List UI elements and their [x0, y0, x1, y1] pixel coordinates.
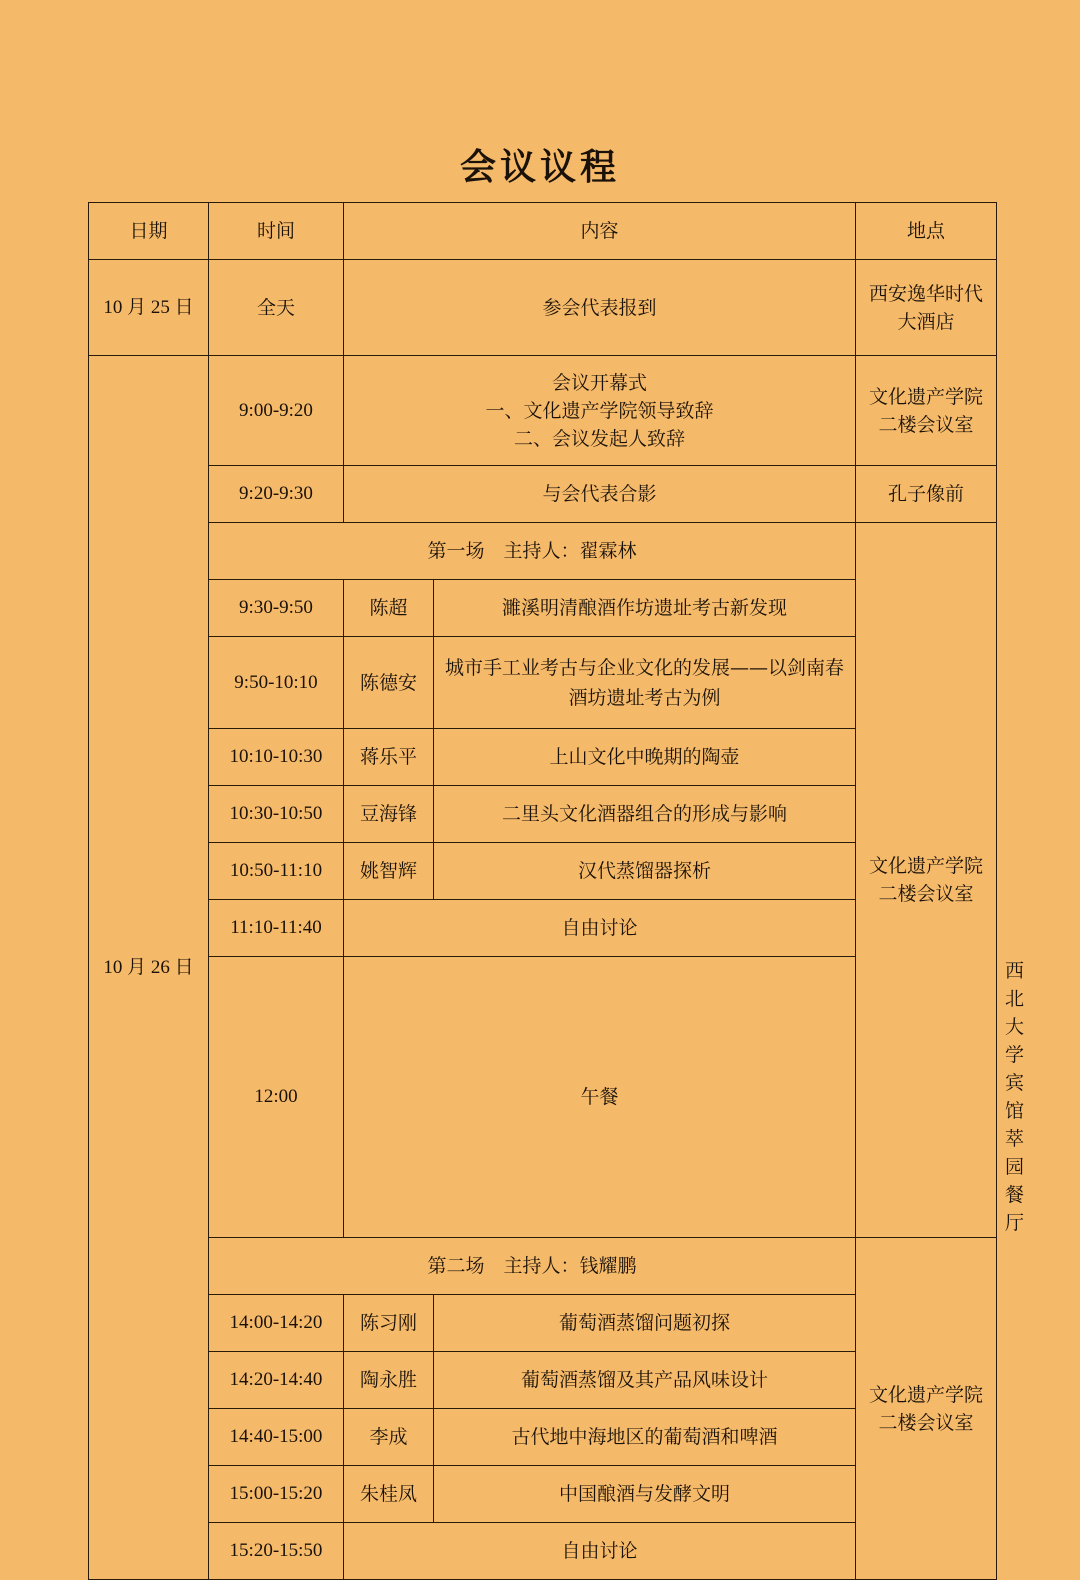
topic-cell: 濉溪明清酿酒作坊遗址考古新发现: [434, 580, 856, 637]
time-cell: 14:20-14:40: [209, 1352, 344, 1409]
header-row: [89, 203, 997, 260]
time-cell: 全天: [209, 260, 344, 356]
content-cell: 自由讨论: [344, 900, 856, 957]
topic-cell: 中国酿酒与发酵文明: [434, 1466, 856, 1523]
time-cell: 9:20-9:30: [209, 466, 344, 523]
topic-cell: 古代地中海地区的葡萄酒和啤酒: [434, 1409, 856, 1466]
content-cell: 与会代表合影: [344, 466, 856, 523]
speaker-cell: 蒋乐平: [344, 729, 434, 786]
time-cell: 11:10-11:40: [209, 900, 344, 957]
topic-cell: 葡萄酒蒸馏问题初探: [434, 1295, 856, 1352]
time-cell: 10:30-10:50: [209, 786, 344, 843]
topic-cell: 葡萄酒蒸馏及其产品风味设计: [434, 1352, 856, 1409]
time-cell: 10:10-10:30: [209, 729, 344, 786]
speaker-cell: 陈德安: [344, 637, 434, 729]
header-time: 时间: [209, 203, 344, 260]
topic-cell: 二里头文化酒器组合的形成与影响: [434, 786, 856, 843]
speaker-cell: 陈习刚: [344, 1295, 434, 1352]
content-cell: 参会代表报到: [344, 260, 856, 356]
table-row: [89, 466, 997, 523]
page-title: 会议议程: [459, 146, 620, 188]
location-cell: 文化遗产学院二楼会议室: [856, 523, 997, 1238]
time-cell: 9:50-10:10: [209, 637, 344, 729]
speaker-cell: 姚智辉: [344, 843, 434, 900]
location-cell: 西安逸华时代大酒店: [856, 260, 997, 356]
speaker-cell: 陶永胜: [344, 1352, 434, 1409]
time-cell: 14:40-15:00: [209, 1409, 344, 1466]
content-cell: 午餐: [344, 957, 856, 1238]
session-row: [89, 523, 997, 580]
location-cell: 孔子像前: [856, 466, 997, 523]
session-title: 第二场 主持人：钱耀鹏: [209, 1238, 856, 1295]
session-title: 第一场 主持人：翟霖林: [209, 523, 856, 580]
header-date: 日期: [89, 203, 209, 260]
topic-cell: 城市手工业考古与企业文化的发展——以剑南春酒坊遗址考古为例: [434, 637, 856, 729]
location-cell: 文化遗产学院二楼会议室: [856, 1238, 997, 1580]
content-cell: 自由讨论: [344, 1523, 856, 1580]
content-cell: [344, 356, 856, 466]
table-row: [89, 260, 997, 356]
date-cell: 10 月 26 日: [89, 356, 209, 1580]
header-content: 内容: [344, 203, 856, 260]
table-row: [89, 356, 997, 466]
speaker-cell: 朱桂凤: [344, 1466, 434, 1523]
time-cell: 10:50-11:10: [209, 843, 344, 900]
date-cell: 10 月 25 日: [89, 260, 209, 356]
time-cell: 12:00: [209, 957, 344, 1238]
time-cell: 15:00-15:20: [209, 1466, 344, 1523]
table-row: 12:00 午餐 西北大学宾馆萃园餐厅: [89, 957, 997, 1238]
topic-cell: 上山文化中晚期的陶壶: [434, 729, 856, 786]
time-cell: 9:30-9:50: [209, 580, 344, 637]
location-cell: 文化遗产学院二楼会议室: [856, 356, 997, 466]
content-line: 会议开幕式: [552, 371, 648, 394]
content-line: 一、文化遗产学院领导致辞: [485, 399, 714, 422]
speaker-cell: 陈超: [344, 580, 434, 637]
time-cell: 9:00-9:20: [209, 356, 344, 466]
agenda-table: [88, 202, 1025, 1580]
topic-cell: 汉代蒸馏器探析: [434, 843, 856, 900]
speaker-cell: 李成: [344, 1409, 434, 1466]
content-line: 二、会议发起人致辞: [514, 427, 686, 450]
time-cell: 14:00-14:20: [209, 1295, 344, 1352]
session-row: [89, 1238, 997, 1295]
time-cell: 15:20-15:50: [209, 1523, 344, 1580]
speaker-cell: 豆海锋: [344, 786, 434, 843]
header-location: 地点: [856, 203, 997, 260]
